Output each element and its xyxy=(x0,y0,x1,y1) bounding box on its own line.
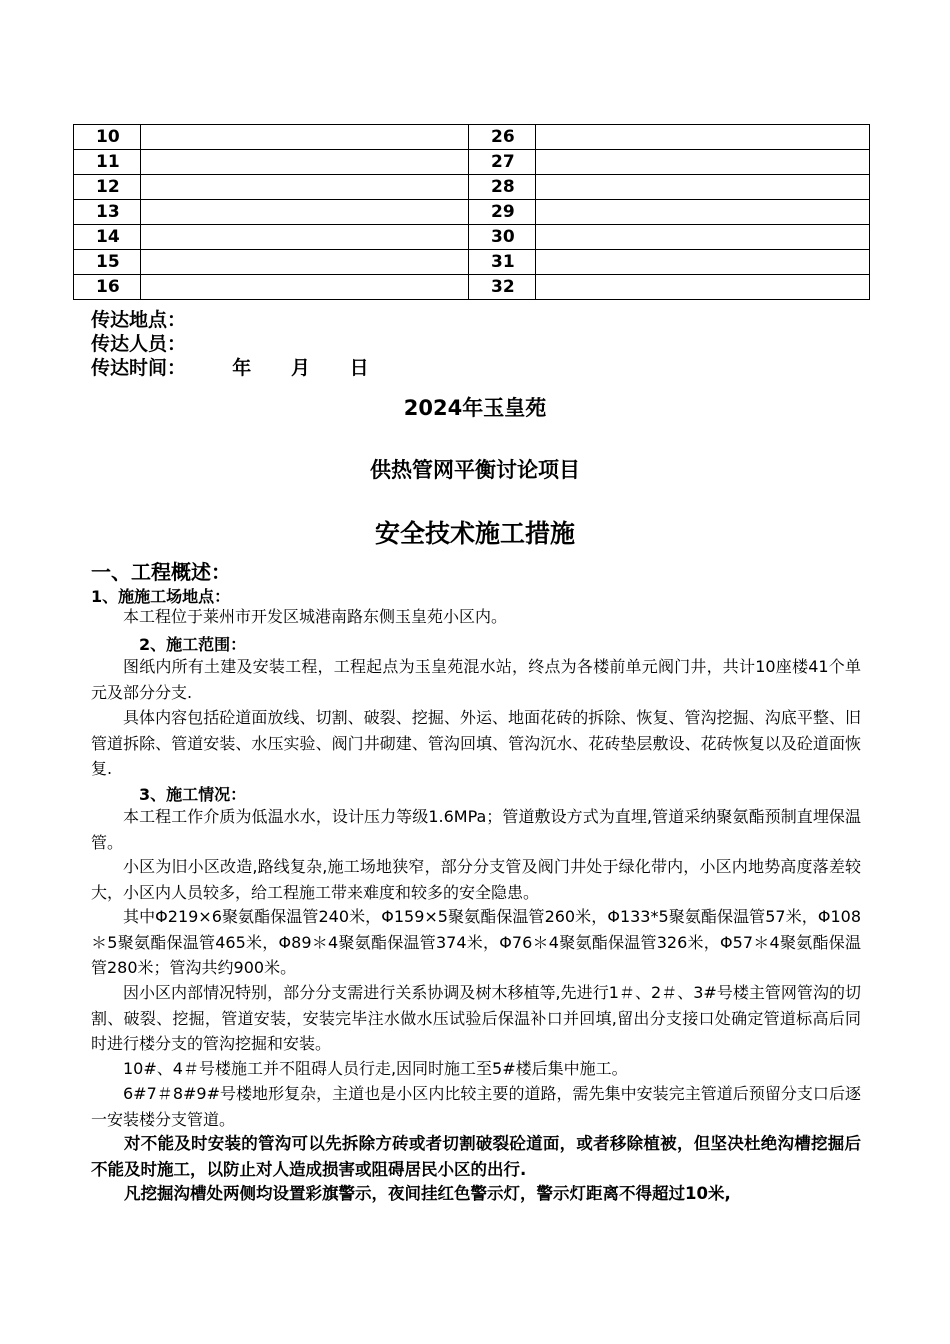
paragraph-trench-rule: 对不能及时安装的管沟可以先拆除方砖或者切割破裂砼道面，或者移除植被，但坚决杜绝沟槽挖掘后不能及时施工，以防止对人造成损害或阻碍居民小区的出行. xyxy=(91,1134,861,1179)
paragraph-warning: 凡挖掘沟槽处两侧均设置彩旗警示，夜间挂红色警示灯，警示灯距离不得超过10米, xyxy=(124,1184,731,1203)
signature-cell-left xyxy=(141,175,469,200)
table-row xyxy=(74,125,870,150)
subheading-conditions: 3、施工情况： xyxy=(139,785,247,804)
row-number-left: 13 xyxy=(74,200,141,225)
title-main: 安全技术施工措施 xyxy=(374,519,575,548)
signature-cell-left xyxy=(141,275,469,300)
signature-cell-left xyxy=(141,250,469,275)
row-number-right: 29 xyxy=(469,200,536,225)
signature-cell-right xyxy=(536,250,870,275)
paragraph-building-6-9: 6#7＃8#9#号楼地形复杂，主道也是小区内比较主要的道路，需先集中安装完主管道后预留分支口后逐一安装楼分支管道。 xyxy=(91,1084,861,1129)
row-number-left: 14 xyxy=(74,225,141,250)
paragraph-content: 具体内容包括砼道面放线、切割、破裂、挖掘、外运、地面花砖的拆除、恢复、管沟挖掘、沟底平整、旧管道拆除、管道安装、水压实验、阀门井砌建、管沟回填、管沟沉水、花砖垫层敷设、花砖恢复以及砼道面恢复. xyxy=(91,708,861,778)
row-number-left: 16 xyxy=(74,275,141,300)
meta-location: 传达地点： xyxy=(91,309,187,331)
row-number-left: 11 xyxy=(74,150,141,175)
paragraph-scope: 图纸内所有土建及安装工程，工程起点为玉皇苑混水站，终点为各楼前单元阀门井，共计10座楼41个单元及部分分支. xyxy=(91,657,861,702)
signature-cell-right xyxy=(536,150,870,175)
table-row xyxy=(74,150,870,175)
table-row xyxy=(74,175,870,200)
signature-cell-right xyxy=(536,275,870,300)
paragraph-location: 本工程位于莱州市开发区城港南路东侧玉皇苑小区内。 xyxy=(123,607,508,626)
table-row xyxy=(74,225,870,250)
sign-in-table-body xyxy=(74,125,870,300)
row-number-right: 31 xyxy=(469,250,536,275)
meta-time: 传达时间： 年 月 日 xyxy=(91,357,369,379)
row-number-left: 15 xyxy=(74,250,141,275)
paragraph-building-10-4: 10#、4＃号楼施工并不阻碍人员行走,因同时施工至5#楼后集中施工。 xyxy=(123,1059,628,1078)
row-number-right: 27 xyxy=(469,150,536,175)
signature-cell-left xyxy=(141,225,469,250)
section-heading: 一、工程概述： xyxy=(91,560,231,584)
paragraph-community: 小区为旧小区改造,路线复杂,施工场地狭窄，部分分支管及阀门井处于绿化带内，小区内地势高度落差较大，小区内人员较多，给工程施工带来难度和较多的安全隐患。 xyxy=(91,857,861,902)
row-number-right: 30 xyxy=(469,225,536,250)
signature-cell-right xyxy=(536,225,870,250)
paragraph-pipes: 其中Φ219×6聚氨酯保温管240米，Φ159×5聚氨酯保温管260米，Φ133*5聚氨酯保温管57米，Φ108＊5聚氨酯保温管465米，Φ89＊4聚氨酯保温管374米，Φ76＊4聚氨酯保温管326米，Φ57＊4聚氨酯保温管280米；管沟共约900米。 xyxy=(91,907,861,977)
table-row xyxy=(74,250,870,275)
signature-cell-left xyxy=(141,150,469,175)
signature-cell-right xyxy=(536,125,870,150)
row-number-right: 32 xyxy=(469,275,536,300)
row-number-left: 10 xyxy=(74,125,141,150)
title-project: 供热管网平衡讨论项目 xyxy=(370,458,580,482)
row-number-right: 28 xyxy=(469,175,536,200)
signature-cell-right xyxy=(536,175,870,200)
table-row xyxy=(74,200,870,225)
paragraph-sequence: 因小区内部情况特别，部分分支需进行关系协调及树木移植等,先进行1＃、2＃、3#号楼主管网管沟的切割、破裂、挖掘，管道安装，安装完毕注水做水压试验后保温补口并回填,留出分支接口处确定管道标高后同时进行楼分支的管沟挖掘和安装。 xyxy=(91,983,861,1053)
signature-cell-left xyxy=(141,125,469,150)
subheading-site: 1、施施工场地点： xyxy=(91,587,231,606)
paragraph-medium: 本工程工作介质为低温水水，设计压力等级1.6MPa；管道敷设方式为直埋,管道采纳聚氨酯预制直埋保温管。 xyxy=(91,807,861,852)
row-number-right: 26 xyxy=(469,125,536,150)
signature-cell-left xyxy=(141,200,469,225)
meta-personnel: 传达人员： xyxy=(91,333,187,355)
sign-in-table xyxy=(73,124,870,300)
row-number-left: 12 xyxy=(74,175,141,200)
signature-cell-right xyxy=(536,200,870,225)
table-row xyxy=(74,275,870,300)
title-year: 2024年玉皇苑 xyxy=(403,396,547,420)
subheading-scope: 2、施工范围： xyxy=(139,635,247,654)
